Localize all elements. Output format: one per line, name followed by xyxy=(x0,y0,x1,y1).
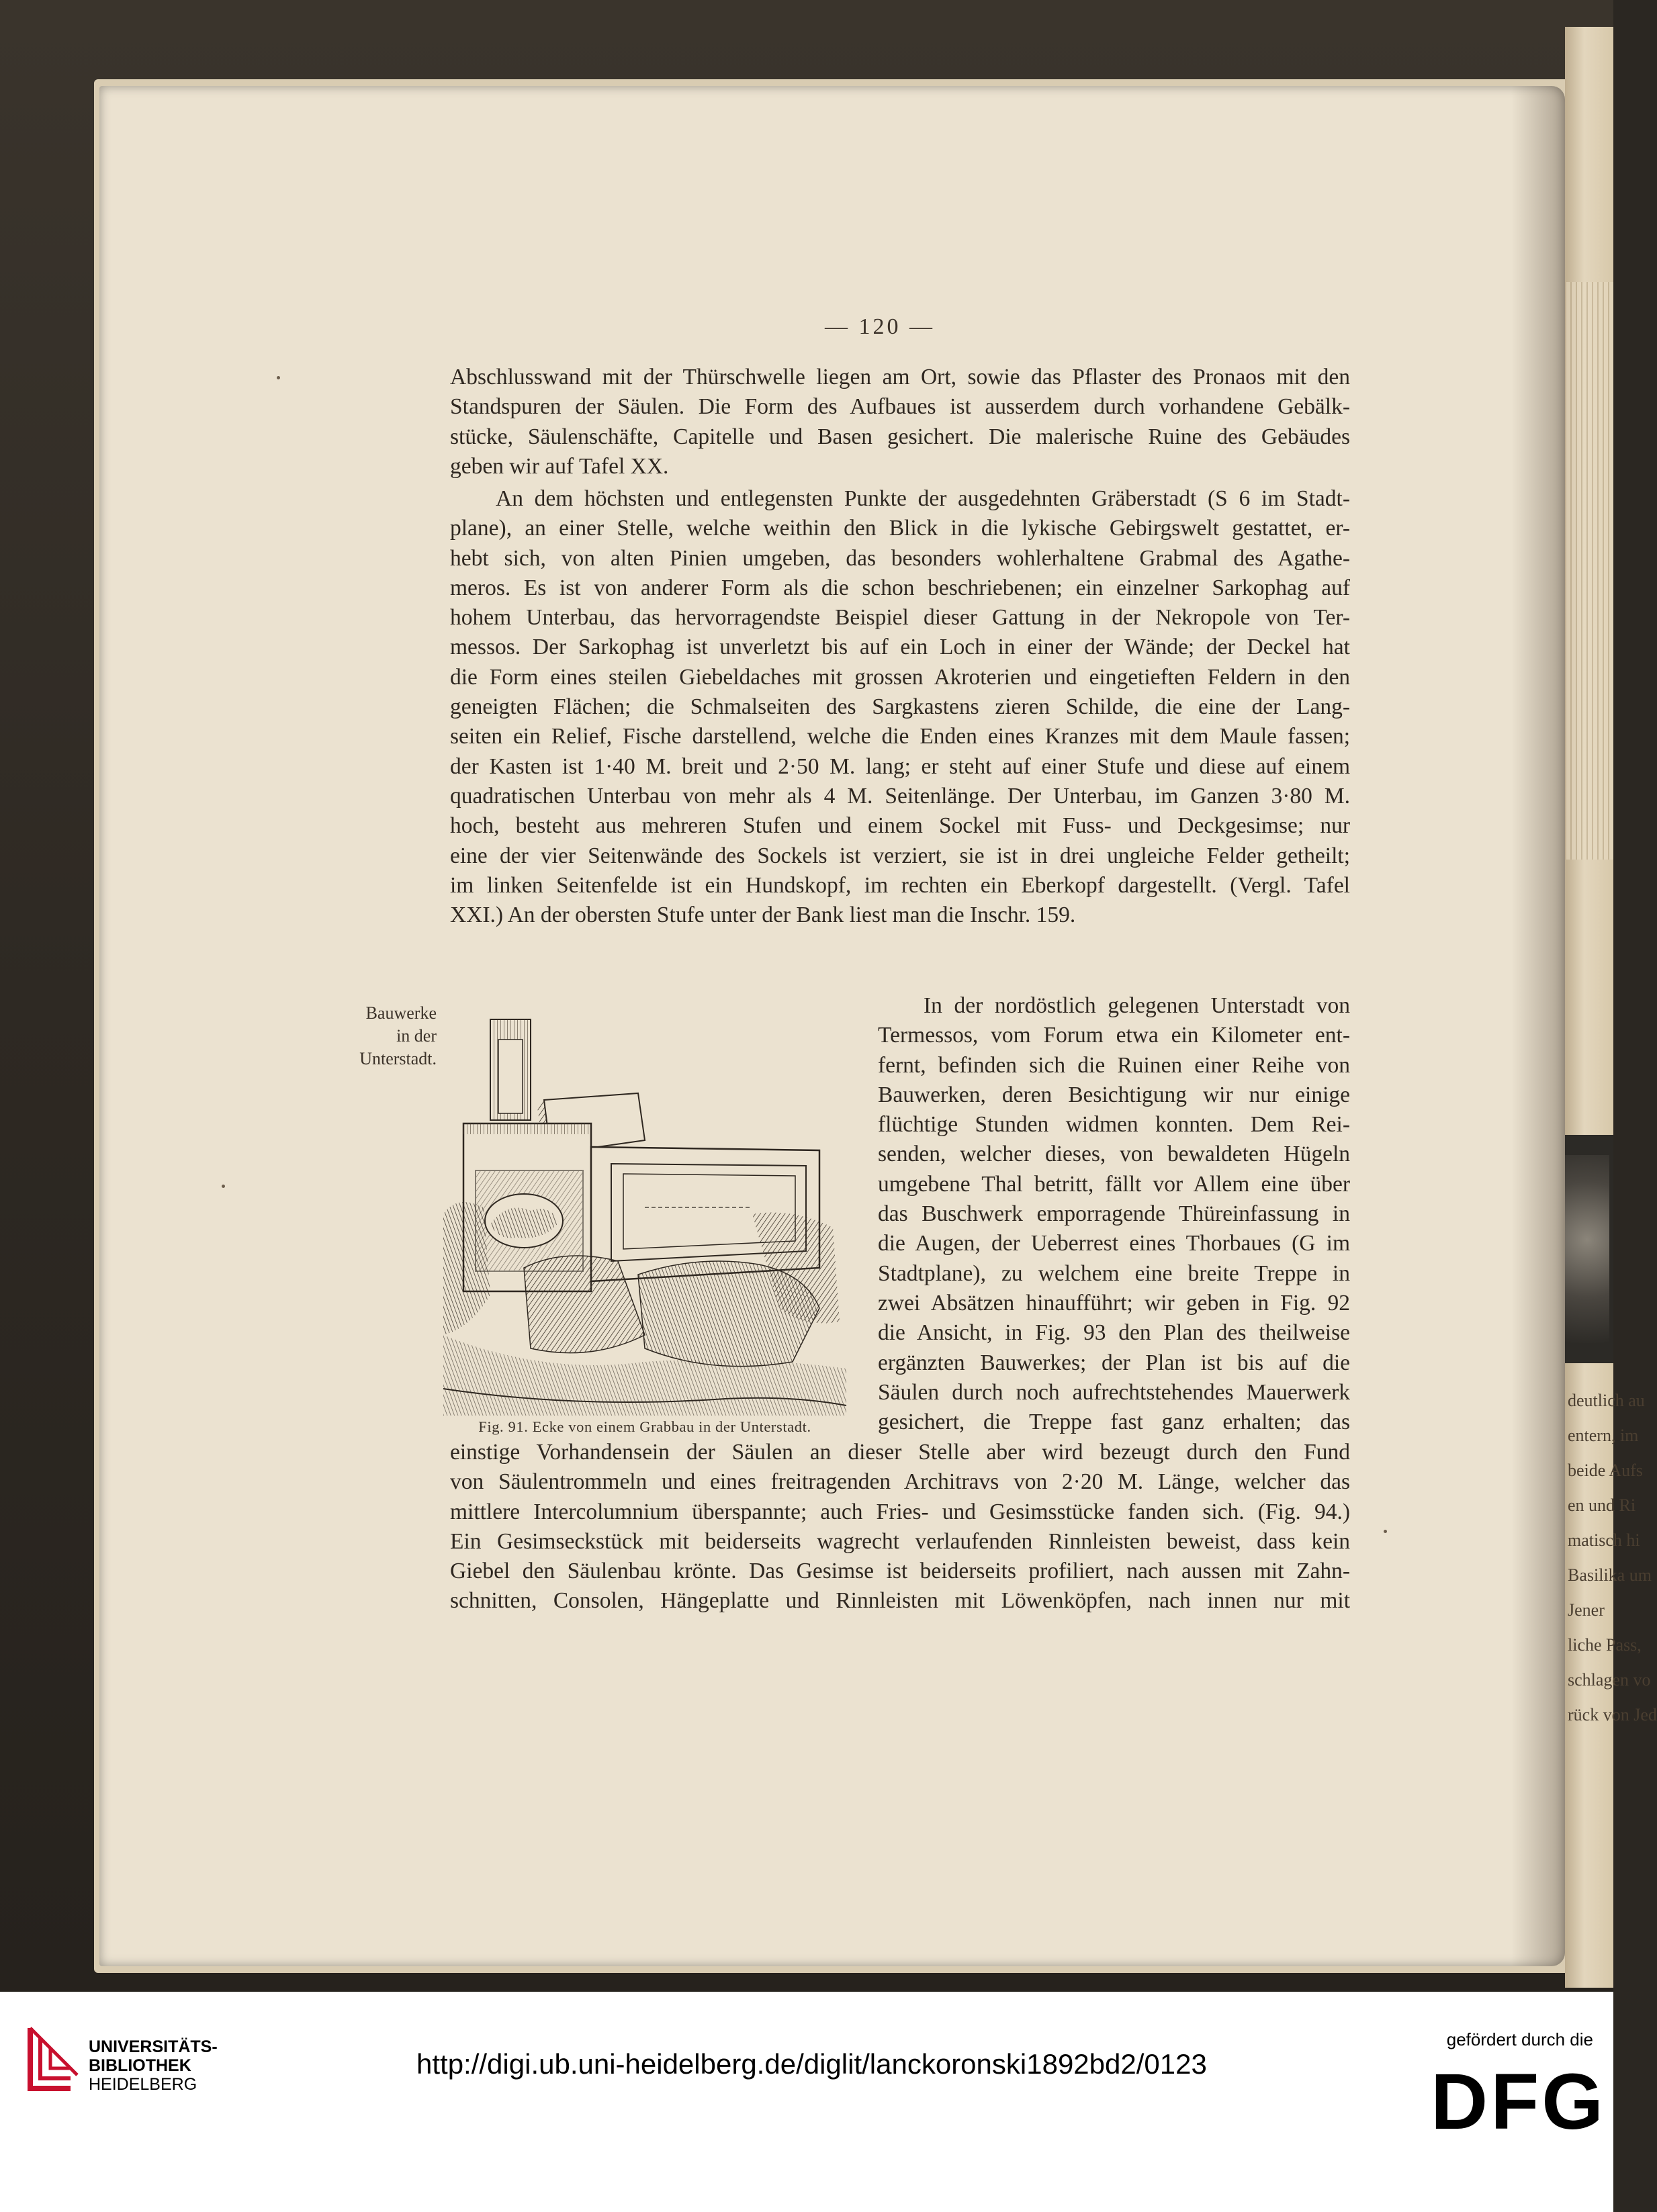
grave-corner-illustration xyxy=(443,1013,846,1416)
text-line: gesichert, die Treppe fast ganz erhalten; das xyxy=(878,1410,1350,1435)
text-line: das Buschwerk emporragende Thüreinfassung in xyxy=(878,1201,1350,1227)
text-line: die Ansicht, in Fig. 93 den Plan des theilweise xyxy=(878,1320,1350,1346)
library-name xyxy=(89,2037,218,2094)
text-line: plane), an einer Stelle, welche weithin den Blick in die lykische Gebirgswelt gestattet, er- xyxy=(450,516,1350,541)
text-line: fernt, befinden sich die Ruinen einer Reihe von xyxy=(878,1052,1350,1078)
next-page-fragment: Jener xyxy=(1568,1600,1605,1620)
figure-caption: Fig. 91. Ecke von einem Grabbau in der Unterstadt. xyxy=(478,1418,811,1435)
permalink-url[interactable]: http://digi.ub.uni-heidelberg.de/diglit/lanckoronski1892bd2/0123 xyxy=(416,2048,1207,2080)
text-line: umgebene Thal betritt, fällt vor Allem eine über xyxy=(878,1171,1350,1197)
paper-speck xyxy=(277,376,280,379)
text-line: hebt sich, von alten Pinien umgeben, das besonders wohlerhaltene Grabmal des Agathe- xyxy=(450,545,1350,571)
text-line: senden, welcher dieses, von bewaldeten Hügeln xyxy=(878,1142,1350,1167)
figure-91-engraving xyxy=(443,1013,846,1416)
text-line: messos. Der Sarkophag ist unverletzt bis auf ein Loch in einer der Wände; der Deckel hat xyxy=(450,635,1350,660)
text-line: meros. Es ist von anderer Form als die schon beschriebenen; ein einzelner Sarkophag auf xyxy=(450,575,1350,600)
page-number: — 120 — xyxy=(825,314,935,339)
library-logo-icon xyxy=(20,2021,81,2095)
margin-note-line: Unterstadt. xyxy=(359,1049,437,1068)
text-line: hohem Unterbau, das hervorragendste Beispiel dieser Gattung in der Nekropole von Ter- xyxy=(450,605,1350,631)
text-line: In der nordöstlich gelegenen Unterstadt von xyxy=(924,993,1350,1018)
text-line: Stadtplane), zu welchem eine breite Treppe in xyxy=(878,1260,1350,1286)
next-page-ornament xyxy=(1566,282,1613,860)
text-line: mittlere Intercolumnium überspannte; auch Fries- und Gesimsstücke fanden sich. (Fig. 94.) xyxy=(450,1499,1350,1524)
text-line: geben wir auf Tafel XX. xyxy=(450,453,669,479)
text-line: seiten ein Relief, Fische darstellend, welche die Enden eines Kranzes mit dem Maule fassen; xyxy=(450,724,1350,749)
dfg-logo xyxy=(1431,2058,1607,2146)
marginal-note xyxy=(316,1002,437,1070)
text-line: im linken Seitenfelde ist ein Hundskopf, im rechten ein Eberkopf dargestellt. (Vergl. Tafel xyxy=(450,872,1350,898)
text-line: schnitten, Consolen, Hängeplatte und Rinnleisten mit Löwenköpfen, nach innen nur mit xyxy=(450,1588,1350,1614)
text-line: einstige Vorhandensein der Säulen an dieser Stelle aber wird bezeugt durch den Fund xyxy=(450,1440,1350,1465)
next-page-fragment: beide Aufs xyxy=(1568,1461,1643,1480)
text-line: geneigten Flächen; die Schmalseiten des Sargkastens zieren Schilde, die eine der Lang- xyxy=(450,694,1350,720)
funded-by-label: gefördert durch die xyxy=(1446,2029,1593,2049)
text-line: flüchtige Stunden widmen konnten. Dem Rei- xyxy=(878,1112,1350,1138)
next-page-fragment: entern, im xyxy=(1568,1426,1639,1445)
library-name-line: UNIVERSITÄTS- xyxy=(89,2037,218,2056)
text-line: XXI.) An der obersten Stufe unter der Bank liest man die Inschr. 159. xyxy=(450,903,1076,928)
paragraph-3-continued xyxy=(450,1438,1350,1616)
next-page-text-fragments xyxy=(1568,1383,1657,1733)
text-line: die Form eines steilen Giebeldaches mit grossen Akroterien und eingetieften Feldern in den xyxy=(450,664,1350,690)
next-page-fragment: matisch hi xyxy=(1568,1530,1640,1550)
next-page-fragment: rück von Jed xyxy=(1568,1705,1657,1724)
text-line: An dem höchsten und entlegensten Punkte der ausgedehnten Gräberstadt (S 6 im Stadt- xyxy=(496,486,1350,511)
paragraph-3-beside-figure xyxy=(878,991,1350,1437)
text-line: Giebel den Säulenbau krönte. Das Gesimse ist beiderseits profiliert, nach aussen mit Zahn- xyxy=(450,1559,1350,1584)
library-name-line: BIBLIOTHEK xyxy=(89,2056,191,2075)
text-line: zwei Absätzen hinaufführt; wir geben in Fig. 92 xyxy=(878,1290,1350,1316)
text-line: Standspuren der Säulen. Die Form des Aufbaues ist ausserdem durch vorhandene Gebälk- xyxy=(450,394,1350,420)
page-gutter-shadow xyxy=(1511,86,1565,1966)
text-line: eine der vier Seitenwände des Sockels ist verziert, sie ist in drei ungleiche Felder getheilt; xyxy=(450,843,1350,868)
next-page-fragment: deutlich au xyxy=(1568,1391,1645,1410)
next-page-fragment: Basilika um xyxy=(1568,1565,1652,1585)
text-line: Termessos, vom Forum etwa ein Kilometer ent- xyxy=(878,1023,1350,1048)
dfg-logo-text: DFG xyxy=(1431,2058,1607,2146)
margin-note-line: in der xyxy=(396,1026,437,1046)
text-line: Säulen durch noch aufrechtstehendes Mauerwerk xyxy=(878,1379,1350,1405)
text-line: stücke, Säulenschäfte, Capitelle und Basen gesichert. Die malerische Ruine des Gebäudes xyxy=(450,424,1350,449)
next-page-fragment: schlagen vo xyxy=(1568,1670,1651,1690)
text-line: quadratischen Unterbau von mehr als 4 M. Seitenlänge. Der Unterbau, im Ganzen 3·80 M. xyxy=(450,783,1350,809)
paper-speck xyxy=(1384,1530,1387,1533)
library-name-line: HEIDELBERG xyxy=(89,2075,197,2094)
text-line: der Kasten ist 1·40 M. breit und 2·50 M. lang; er steht auf einer Stufe und diese auf einem xyxy=(450,753,1350,779)
text-line: hoch, besteht aus mehreren Stufen und einem Sockel mit Fuss- und Deckgesimse; nur xyxy=(450,813,1350,839)
text-line: von Säulentrommeln und eines freitragenden Architravs von 2·20 M. Länge, welcher das xyxy=(450,1469,1350,1495)
text-line: die Augen, der Ueberrest eines Thorbaues (G im xyxy=(878,1231,1350,1256)
paragraph-1 xyxy=(450,363,1350,481)
margin-note-line: Bauwerke xyxy=(365,1003,437,1023)
paper-speck xyxy=(222,1185,225,1188)
next-page-fragment: liche Pass, xyxy=(1568,1635,1642,1655)
footer-bar xyxy=(0,1992,1613,2212)
text-line: Bauwerken, deren Besichtigung wir nur einige xyxy=(878,1082,1350,1107)
text-line: Ein Gesimseckstück mit beiderseits wagrecht verlaufenden Rinnleisten beweist, dass kein xyxy=(450,1528,1350,1554)
paragraph-2 xyxy=(450,484,1350,930)
next-page-initial-letter-icon xyxy=(1565,1155,1609,1343)
text-line: ergänzten Bauwerkes; der Plan ist bis auf die xyxy=(878,1350,1350,1375)
text-line: Abschlusswand mit der Thürschwelle liegen am Ort, sowie das Pflaster des Pronaos mit den xyxy=(450,365,1350,389)
next-page-fragment: en und Ri xyxy=(1568,1495,1636,1515)
